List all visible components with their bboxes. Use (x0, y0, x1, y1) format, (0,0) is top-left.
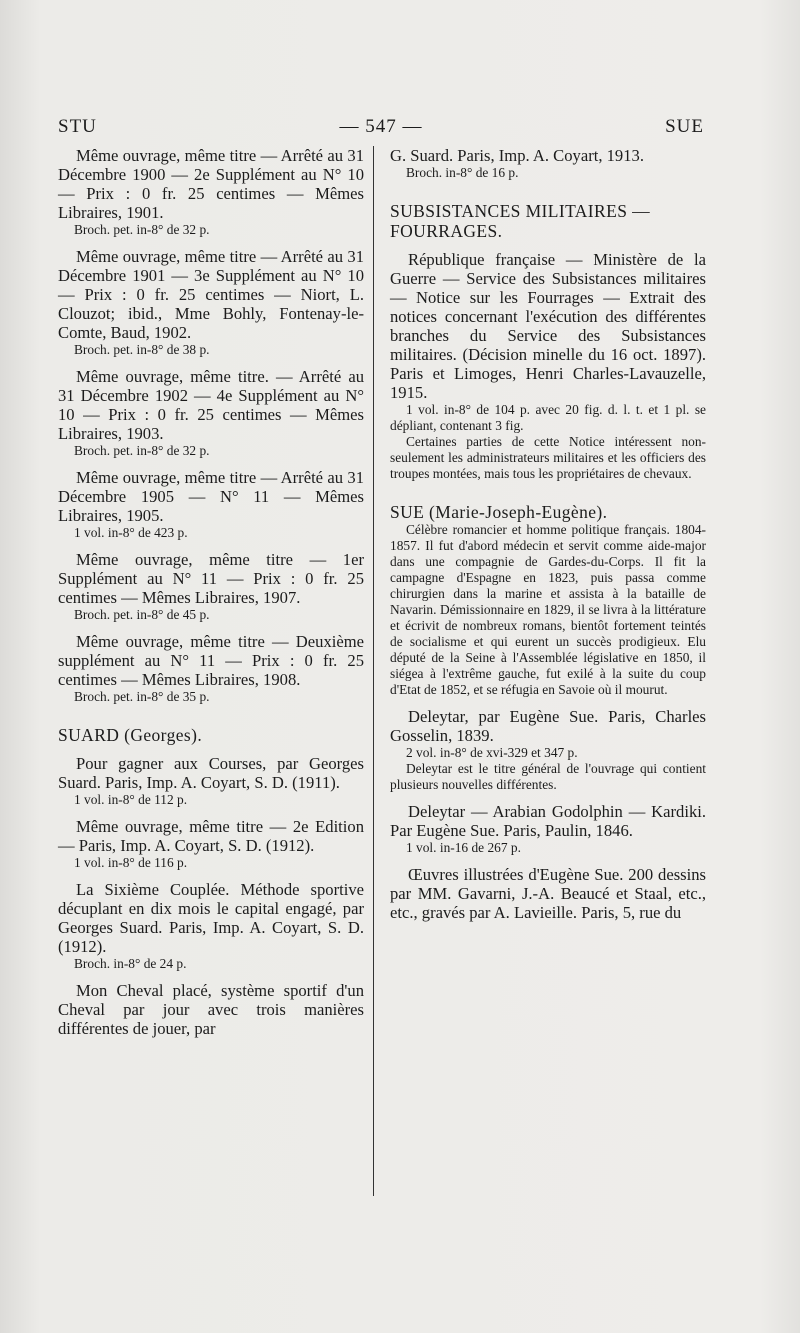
entry-heading: SUE (Marie-Joseph-Eugène). (390, 502, 608, 522)
spacer (58, 808, 364, 817)
spacer (58, 745, 364, 754)
spacer (390, 698, 706, 707)
entry-note: Broch. pet. in-8° de 45 p. (74, 607, 210, 622)
entry-note: Célèbre romancier et homme politique français. 1804-1857. Il fut d'abord médecin et servit comme aide-major dans une compagnie de Gardes-du-Corps. Il fit la campagne d'Espagne en 1823, puis passa comme chirurgien dans la marine et assista à la bataille de Navarin. Démissionnaire en 1829, il se livra à la littérature et écrivit de nombreux romans, bientôt fortement teintés de socialisme et qui eurent un succès prodigieux. Elu député de la Seine à l'Assemblée législative en 1850, il siégea à l'extrême gauche, fut exilé à la suite du coup d'Etat de 1852, et se réfugia en Savoie où il mourut. (390, 522, 706, 697)
left-column (58, 146, 364, 1038)
entry-note: 1 vol. in-8° de 423 p. (74, 525, 188, 540)
entry-note: Broch. in-8° de 16 p. (406, 165, 519, 180)
spacer (58, 238, 364, 247)
entry-text: Mon Cheval placé, système sportif d'un Cheval par jour avec trois manières différentes de jouer, par (58, 981, 364, 1038)
header-right-guide-word: SUE (665, 116, 704, 137)
entry-note: Certaines parties de cette Notice intéressent non-seulement les administrateurs militaires et les officiers des troupes montées, mais tous les propriétaires de chevaux. (390, 434, 706, 481)
spacer (58, 705, 364, 725)
entry-note: 1 vol. in-8° de 104 p. avec 20 fig. d. l. t. et 1 pl. se dépliant, contenant 3 fig. (390, 402, 706, 433)
entry-text: Pour gagner aux Courses, par Georges Suard. Paris, Imp. A. Coyart, S. D. (1911). (58, 754, 364, 792)
spacer (390, 793, 706, 802)
spacer (58, 459, 364, 468)
spacer (58, 623, 364, 632)
entry-text: Œuvres illustrées d'Eugène Sue. 200 dessins par MM. Gavarni, J.-A. Beaucé et Staal, etc., etc., gravés par A. Lavieille. Paris, 5, rue du (390, 865, 706, 922)
column-rule (373, 146, 374, 1196)
spacer (390, 856, 706, 865)
spacer (390, 241, 706, 250)
entry-note: 1 vol. in-8° de 112 p. (74, 792, 188, 807)
entry-heading: SUBSISTANCES MILITAIRES — FOURRAGES. (390, 201, 650, 241)
spacer (58, 871, 364, 880)
entry-note: 2 vol. in-8° de xvi-329 et 347 p. (406, 745, 578, 760)
spacer (390, 482, 706, 502)
header-left-guide-word: STU (58, 116, 97, 137)
page-number: — 547 — (339, 116, 423, 137)
entry-text: Deleytar — Arabian Godolphin — Kardiki. Par Eugène Sue. Paris, Paulin, 1846. (390, 802, 706, 840)
entry-text: Même ouvrage, même titre — 2e Edition — Paris, Imp. A. Coyart, S. D. (1912). (58, 817, 364, 855)
entry-note: Broch. in-8° de 24 p. (74, 956, 187, 971)
entry-note: Broch. pet. in-8° de 35 p. (74, 689, 210, 704)
entry-text: G. Suard. Paris, Imp. A. Coyart, 1913. (390, 146, 644, 165)
entry-note: Broch. pet. in-8° de 38 p. (74, 342, 210, 357)
entry-text: Même ouvrage, même titre — Arrêté au 31 Décembre 1900 — 2e Supplément au N° 10 — Prix : 0 fr. 25 centimes — Mêmes Libraires, 1901. (58, 146, 364, 222)
running-header (58, 116, 704, 142)
entry-text: Même ouvrage, même titre — 1er Supplément au N° 11 — Prix : 0 fr. 25 centimes — Mêmes Libraires, 1907. (58, 550, 364, 607)
spacer (390, 181, 706, 201)
entry-note: Broch. pet. in-8° de 32 p. (74, 222, 210, 237)
entry-text: République française — Ministère de la Guerre — Service des Subsistances militaires — Notice sur les Fourrages — Extrait des notices concernant l'exécution des différentes branches du Service des Subsistances militaires. (Décision minelle du 16 oct. 1897). Paris et Limoges, Henri Charles-Lavauzelle, 1915. (390, 250, 706, 402)
spacer (58, 358, 364, 367)
entry-text: Même ouvrage, même titre — Arrêté au 31 Décembre 1905 — N° 11 — Mêmes Libraires, 1905. (58, 468, 364, 525)
entry-heading: SUARD (Georges). (58, 725, 203, 745)
spacer (58, 541, 364, 550)
entry-note: Deleytar est le titre général de l'ouvrage qui contient plusieurs nouvelles différentes. (390, 761, 706, 792)
right-column (390, 146, 706, 922)
spacer (58, 972, 364, 981)
entry-note: 1 vol. in-8° de 116 p. (74, 855, 188, 870)
entry-note: Broch. pet. in-8° de 32 p. (74, 443, 210, 458)
entry-text: Même ouvrage, même titre — Arrêté au 31 Décembre 1901 — 3e Supplément au N° 10 — Prix : 0 fr. 25 centimes — Niort, L. Clouzot; ibid., Mme Bohly, Fontenay-le-Comte, Baud, 1902. (58, 247, 364, 342)
entry-text: Même ouvrage, même titre. — Arrêté au 31 Décembre 1902 — 4e Supplément au N° 10 — Prix : 0 fr. 25 centimes — Mêmes Libraires, 1903. (58, 367, 364, 443)
entry-text: La Sixième Couplée. Méthode sportive décuplant en dix mois le capital engagé, par Georges Suard. Paris, Imp. A. Coyart, S. D. (1912). (58, 880, 364, 956)
entry-text: Deleytar, par Eugène Sue. Paris, Charles Gosselin, 1839. (390, 707, 706, 745)
entry-text: Même ouvrage, même titre — Deuxième supplément au N° 11 — Prix : 0 fr. 25 centimes — Mêmes Libraires, 1908. (58, 632, 364, 689)
entry-note: 1 vol. in-16 de 267 p. (406, 840, 521, 855)
